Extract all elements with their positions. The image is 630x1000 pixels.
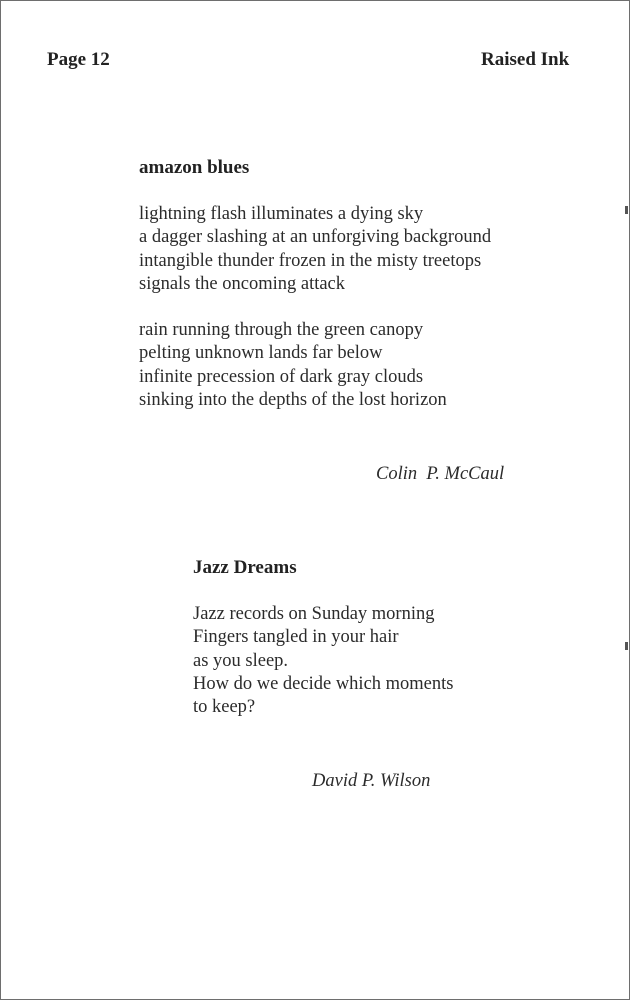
poem-line: Jazz records on Sunday morning (193, 604, 435, 624)
poem-amazon-blues (139, 157, 491, 412)
poem-title: Jazz Dreams (193, 557, 297, 578)
poem-line: pelting unknown lands far below (139, 343, 383, 364)
poem-author: Colin P. McCaul (376, 464, 505, 484)
scan-mark (625, 642, 628, 650)
poem-line: Fingers tangled in your hair (193, 627, 399, 648)
publication-title: Raised Ink (481, 49, 570, 70)
poem-author: David P. Wilson (312, 771, 431, 791)
poem-line: sinking into the depths of the lost horizon (139, 390, 447, 411)
poem-jazz-dreams (193, 557, 453, 719)
poem-line: lightning flash illuminates a dying sky (139, 204, 424, 224)
stanza (193, 603, 453, 719)
poem-line: infinite precession of dark gray clouds (139, 366, 424, 387)
page-number: Page 12 (47, 49, 110, 70)
poem-line: a dagger slashing at an unforgiving background (139, 227, 492, 248)
poem-line: as you sleep. (193, 650, 289, 671)
scan-mark (625, 206, 628, 214)
poem-title: amazon blues (139, 157, 250, 178)
poem-line: rain running through the green canopy (139, 320, 424, 341)
poem-line: intangible thunder frozen in the misty treetops (139, 250, 482, 271)
stanza (139, 319, 491, 412)
stanza (139, 203, 491, 296)
poem-line: signals the oncoming attack (139, 273, 346, 294)
poem-line: to keep? (193, 697, 256, 718)
poem-line: How do we decide which moments (193, 673, 454, 694)
